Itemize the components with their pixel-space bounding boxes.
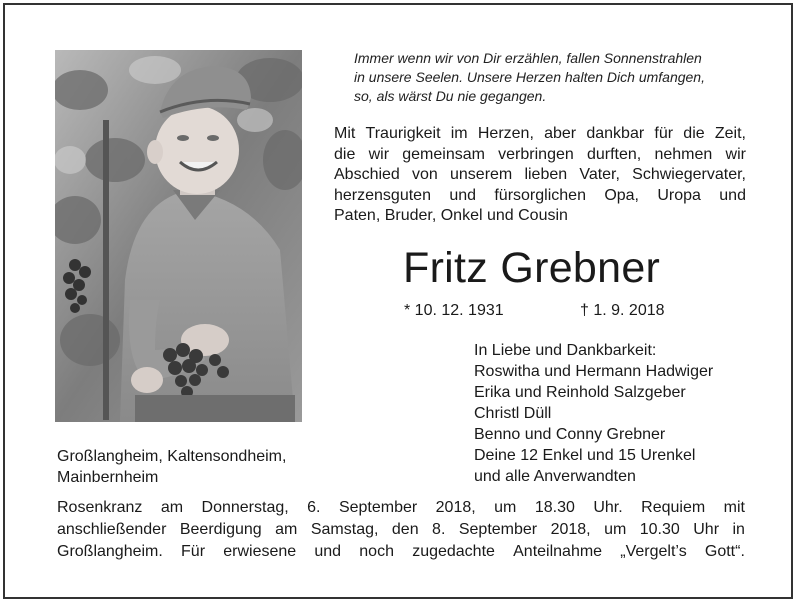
word: noch bbox=[359, 543, 394, 560]
farewell-text bbox=[334, 124, 746, 227]
word: Anteilnahme bbox=[513, 543, 603, 560]
quote-line: in unsere Seelen. Unsere Herzen halten Dich umfangen, bbox=[354, 69, 705, 85]
word: nehmen bbox=[654, 145, 713, 163]
word: 6. bbox=[307, 499, 321, 516]
word: Mit bbox=[334, 125, 356, 142]
word: für bbox=[654, 125, 674, 142]
word: Rosenkranz bbox=[57, 499, 143, 516]
word: Samstag, bbox=[310, 521, 379, 538]
place-line: Mainbernheim bbox=[57, 469, 159, 486]
word: Abschied bbox=[334, 166, 400, 183]
word: in bbox=[732, 521, 745, 538]
word: und bbox=[449, 186, 477, 204]
word: Uhr bbox=[693, 521, 720, 538]
places-of-residence bbox=[57, 446, 286, 488]
word: 2018, bbox=[435, 499, 476, 516]
word: herzensguten bbox=[334, 186, 431, 204]
death-date: † 1. 9. 2018 bbox=[580, 302, 665, 319]
word: den bbox=[391, 521, 419, 538]
mourners-heading: In Liebe und Dankbarkeit: bbox=[474, 342, 657, 359]
word: September bbox=[458, 521, 538, 538]
birth-date: * 10. 12. 1931 bbox=[404, 302, 504, 319]
deceased-name: Fritz Grebner bbox=[403, 244, 661, 292]
quote-line: so, als wärst Du nie gegangen. bbox=[354, 88, 547, 104]
word: von bbox=[412, 166, 438, 183]
word: mit bbox=[723, 499, 745, 516]
word: Vater, bbox=[579, 166, 620, 183]
word: Uropa bbox=[657, 186, 701, 204]
word: 10.30 bbox=[639, 521, 680, 538]
mourner-entry: Deine 12 Enkel und 15 Urenkel bbox=[474, 447, 696, 464]
word: 2018, bbox=[550, 521, 591, 538]
word: zugedachte bbox=[412, 543, 495, 560]
word: Opa, bbox=[604, 186, 639, 204]
word: Schwiegervater, bbox=[632, 166, 746, 183]
portrait-illustration bbox=[55, 50, 302, 422]
word: und bbox=[719, 186, 746, 204]
farewell-line bbox=[334, 145, 746, 166]
word: um bbox=[604, 521, 627, 538]
word: September bbox=[338, 499, 418, 516]
word: lieben bbox=[524, 166, 568, 183]
word: unserem bbox=[450, 166, 513, 183]
word: Großlangheim. bbox=[57, 543, 163, 560]
memorial-quote bbox=[354, 49, 764, 106]
mourners-list bbox=[474, 340, 713, 487]
word: Traurigkeit bbox=[365, 125, 441, 142]
word: Requiem bbox=[641, 499, 706, 516]
word: gemeinsam bbox=[402, 145, 485, 163]
service-line bbox=[57, 541, 745, 563]
word: Donnerstag, bbox=[201, 499, 289, 516]
word: verbringen bbox=[498, 145, 574, 163]
farewell-line bbox=[334, 124, 746, 145]
word: und bbox=[314, 543, 342, 560]
farewell-line bbox=[334, 186, 746, 207]
word: Herzen, bbox=[477, 125, 534, 142]
word: Beerdigung bbox=[179, 521, 262, 538]
mourner-entry: Roswitha und Hermann Hadwiger bbox=[474, 363, 714, 380]
word: im bbox=[450, 125, 468, 142]
word: am bbox=[275, 521, 298, 538]
word: Gott“. bbox=[704, 543, 745, 560]
word: durften, bbox=[586, 145, 642, 163]
word: am bbox=[160, 499, 184, 516]
word: 8. bbox=[432, 521, 446, 538]
word: dankbar bbox=[586, 125, 645, 142]
word: erwiesene bbox=[223, 543, 297, 560]
place-line: Großlangheim, Kaltensondheim, bbox=[57, 448, 287, 465]
farewell-line: Paten, Bruder, Onkel und Cousin bbox=[334, 207, 568, 224]
mourner-entry: Erika und Reinhold Salzgeber bbox=[474, 384, 686, 401]
service-announcement bbox=[57, 497, 745, 563]
farewell-line bbox=[334, 165, 746, 186]
service-line bbox=[57, 497, 745, 519]
word: die bbox=[683, 125, 705, 142]
word: um bbox=[494, 499, 517, 516]
word: „Vergelt’s bbox=[620, 543, 687, 560]
word: 18.30 bbox=[534, 499, 575, 516]
word: Zeit, bbox=[714, 125, 746, 142]
portrait-photo bbox=[55, 50, 302, 422]
word: Uhr. bbox=[593, 499, 623, 516]
mourner-entry: Benno und Conny Grebner bbox=[474, 426, 666, 443]
word: die bbox=[334, 145, 356, 163]
word: Für bbox=[181, 543, 206, 560]
quote-line: Immer wenn wir von Dir erzählen, fallen Sonnenstrahlen bbox=[354, 50, 702, 66]
service-line bbox=[57, 519, 745, 541]
word: wir bbox=[368, 145, 390, 163]
mourner-entry: und alle Anverwandten bbox=[474, 468, 636, 485]
mourner-entry: Christl Düll bbox=[474, 405, 552, 422]
word: fürsorglichen bbox=[494, 186, 586, 204]
word: anschließender bbox=[57, 521, 167, 538]
word: wir bbox=[725, 145, 746, 163]
word: aber bbox=[544, 125, 577, 142]
